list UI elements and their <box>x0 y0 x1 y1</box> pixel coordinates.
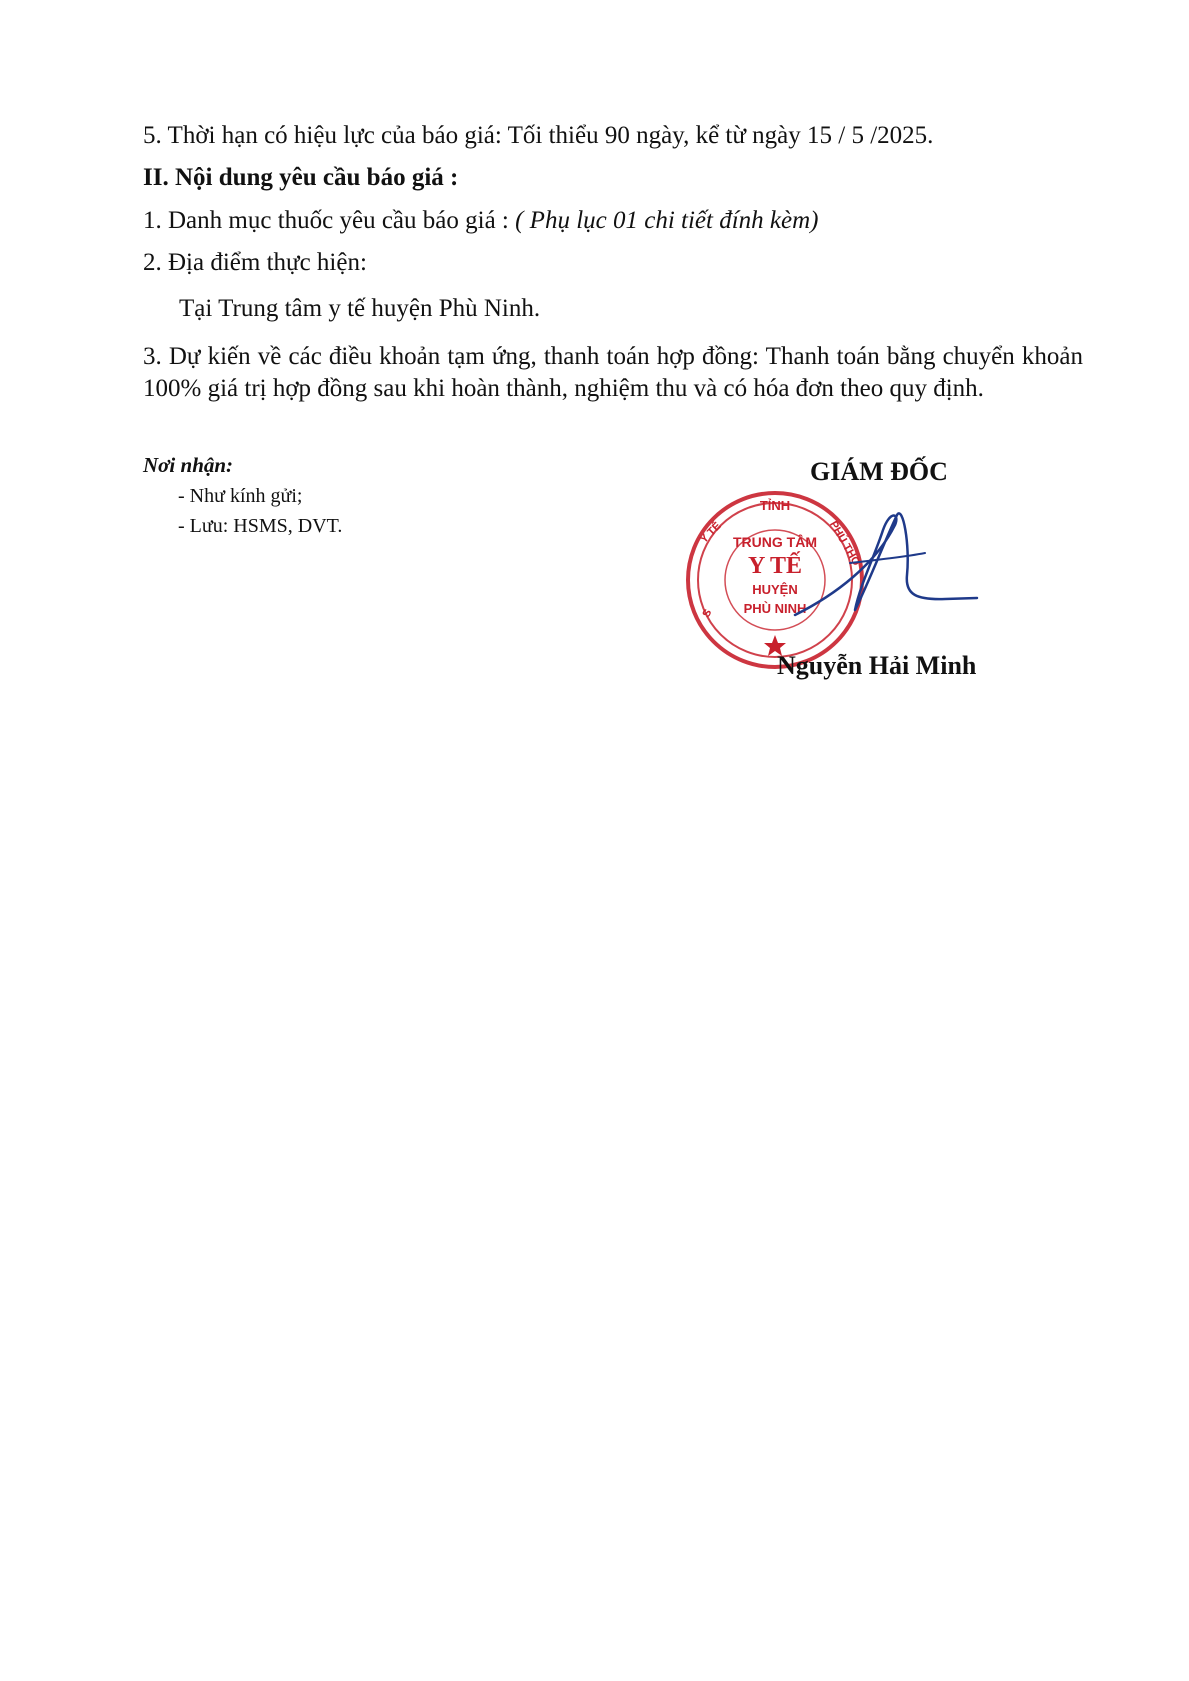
drug-list-item <box>143 206 819 236</box>
appendix-note: ( Phụ lục 01 chi tiết đính kèm) <box>515 207 819 234</box>
recipient-item: - Lưu: HSMS, DVT. <box>178 515 343 537</box>
seal-left-arc: Y TẾ <box>698 520 724 546</box>
red-seal-stamp <box>688 493 863 667</box>
section-heading-quotation-content: II. Nội dung yêu cầu báo giá : <box>143 164 459 191</box>
drug-list-label: 1. Danh mục thuốc yêu cầu báo giá : <box>143 207 516 234</box>
seal-bottom-left: S <box>700 607 715 620</box>
payment-terms-paragraph: 3. Dự kiến về các điều khoản tạm ứng, thanh toán hợp đồng: Thanh toán bằng chuyển khoản 100% giá trị hợp đồng sau khi hoàn thành, nghiệm thu và có hóa đơn theo quy định. <box>143 343 1083 402</box>
validity-period-item: 5. Thời hạn có hiệu lực của báo giá: Tối thiểu 90 ngày, kể từ ngày 15 / 5 /2025. <box>143 122 934 149</box>
location-value: Tại Trung tâm y tế huyện Phù Ninh. <box>179 295 541 322</box>
seal-right-arc: PHÚ THỌ <box>827 519 863 568</box>
seal-signature-svg <box>685 485 1065 675</box>
location-heading: 2. Địa điểm thực hiện: <box>143 249 367 276</box>
signatory-name: Nguyễn Hải Minh <box>777 651 977 680</box>
recipients-title: Nơi nhận: <box>143 453 234 477</box>
seal-line-4: PHÙ NINH <box>743 601 807 616</box>
official-seal-and-signature <box>685 485 1065 675</box>
seal-top-arc: TỈNH <box>759 498 791 513</box>
seal-line-2: Y TẾ <box>747 553 803 579</box>
recipient-item: - Như kính gửi; <box>178 485 303 507</box>
seal-line-3: HUYỆN <box>752 582 798 597</box>
seal-line-1: TRUNG TÂM <box>733 534 817 550</box>
signatory-title: GIÁM ĐỐC <box>810 457 948 486</box>
